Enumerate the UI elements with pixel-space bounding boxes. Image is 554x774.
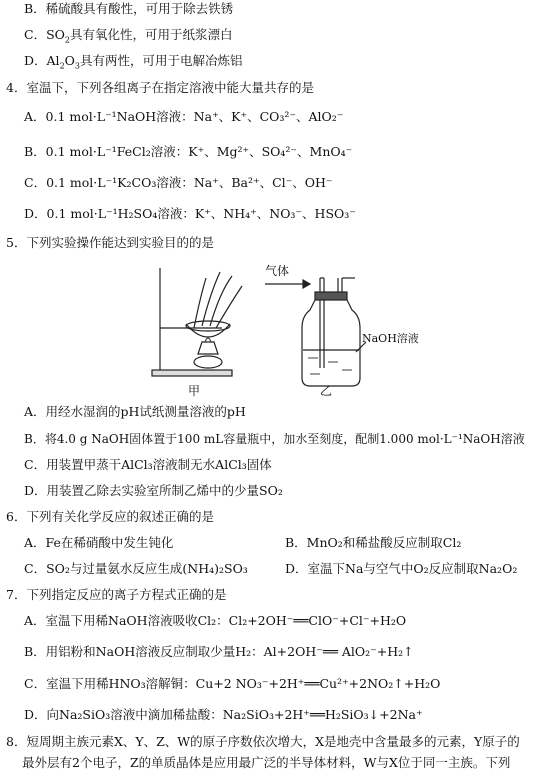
q5-option-c: C．用装置甲蒸干AlCl₃溶液制无水AlCl₃固体 bbox=[24, 457, 272, 472]
q7-option-c: C．室温下用稀HNO₃溶解铜：Cu+2 NO₃⁻+2H⁺══Cu²⁺+2NO₂↑+H₂O bbox=[24, 676, 441, 691]
question-8-line-1: 8．短周期主族元素X、Y、Z、W的原子序数依次增大，X是地壳中含量最多的元素，Y原子的 bbox=[6, 734, 520, 749]
question-4: 4．室温下，下列各组离子在指定溶液中能大量共存的是 bbox=[6, 80, 314, 95]
q6-option-b: B．MnO₂和稀盐酸反应制取Cl₂ bbox=[285, 535, 462, 550]
apparatus-yi bbox=[265, 278, 366, 386]
apparatus-drawing bbox=[150, 258, 440, 398]
q4-option-b: B．0.1 mol·L⁻¹FeCl₂溶液：K⁺、Mg²⁺、SO₄²⁻、MnO₄⁻ bbox=[24, 144, 353, 159]
q4-option-a: A．0.1 mol·L⁻¹NaOH溶液：Na⁺、K⁺、CO₃²⁻、AlO₂⁻ bbox=[24, 109, 344, 124]
q3-option-b: B．稀硫酸具有酸性，可用于除去铁锈 bbox=[24, 1, 234, 16]
q4-option-d: D．0.1 mol·L⁻¹H₂SO₄溶液：K⁺、NH₄⁺、NO₃⁻、HSO₃⁻ bbox=[24, 206, 356, 221]
q6-option-c: C．SO₂与过量氨水反应生成(NH₄)₂SO₃ bbox=[24, 561, 248, 576]
q4-option-c: C．0.1 mol·L⁻¹K₂CO₃溶液：Na⁺、Ba²⁺、Cl⁻、OH⁻ bbox=[24, 175, 333, 190]
q7-option-a: A．室温下用稀NaOH溶液吸收Cl₂：Cl₂+2OH⁻══ClO⁻+Cl⁻+H₂O bbox=[24, 613, 407, 628]
apparatus-figure bbox=[150, 258, 440, 398]
q6-option-a: A．Fe在稀硝酸中发生钝化 bbox=[24, 535, 174, 550]
question-8-line-2: 最外层有2个电子，Z的单质晶体是应用最广泛的半导体材料，W与X位于同一主族。下列 bbox=[22, 755, 511, 770]
question-7: 7．下列指定反应的离子方程式正确的是 bbox=[6, 587, 227, 602]
q5-option-b: B．将4.0 g NaOH固体置于100 mL容量瓶中，加水至刻度，配制1.000 mol·L⁻¹NaOH溶液 bbox=[24, 432, 525, 446]
q5-option-a: A．用经水湿润的pH试纸测量溶液的pH bbox=[24, 404, 246, 419]
q5-option-d: D．用装置乙除去实验室所制乙烯中的少量SO₂ bbox=[24, 483, 283, 498]
apparatus-jia bbox=[152, 268, 242, 376]
q7-option-d: D．向Na₂SiO₃溶液中滴加稀盐酸：Na₂SiO₃+2H⁺══H₂SiO₃↓+2Na⁺ bbox=[24, 707, 423, 722]
q3-option-d: D．$Al_2O_3$具有两性，可用于电解冶炼铝 bbox=[24, 53, 243, 71]
gas-label: 气体 bbox=[265, 264, 290, 278]
question-5: 5．下列实验操作能达到实验目的的是 bbox=[6, 235, 214, 250]
apparatus-yi-label: 乙 bbox=[320, 384, 333, 398]
naoh-solution-label: NaOH溶液 bbox=[362, 332, 419, 345]
question-6: 6．下列有关化学反应的叙述正确的是 bbox=[6, 509, 214, 524]
apparatus-jia-label: 甲 bbox=[188, 384, 201, 398]
q7-option-b: B．用铝粉和NaOH溶液反应制取少量H₂：Al+2OH⁻══ AlO₂⁻+H₂↑ bbox=[24, 644, 414, 659]
q3-option-c: C．$SO_2$具有氧化性，可用于纸浆漂白 bbox=[24, 27, 233, 45]
q6-option-d: D．室温下Na与空气中O₂反应制取Na₂O₂ bbox=[285, 561, 518, 576]
